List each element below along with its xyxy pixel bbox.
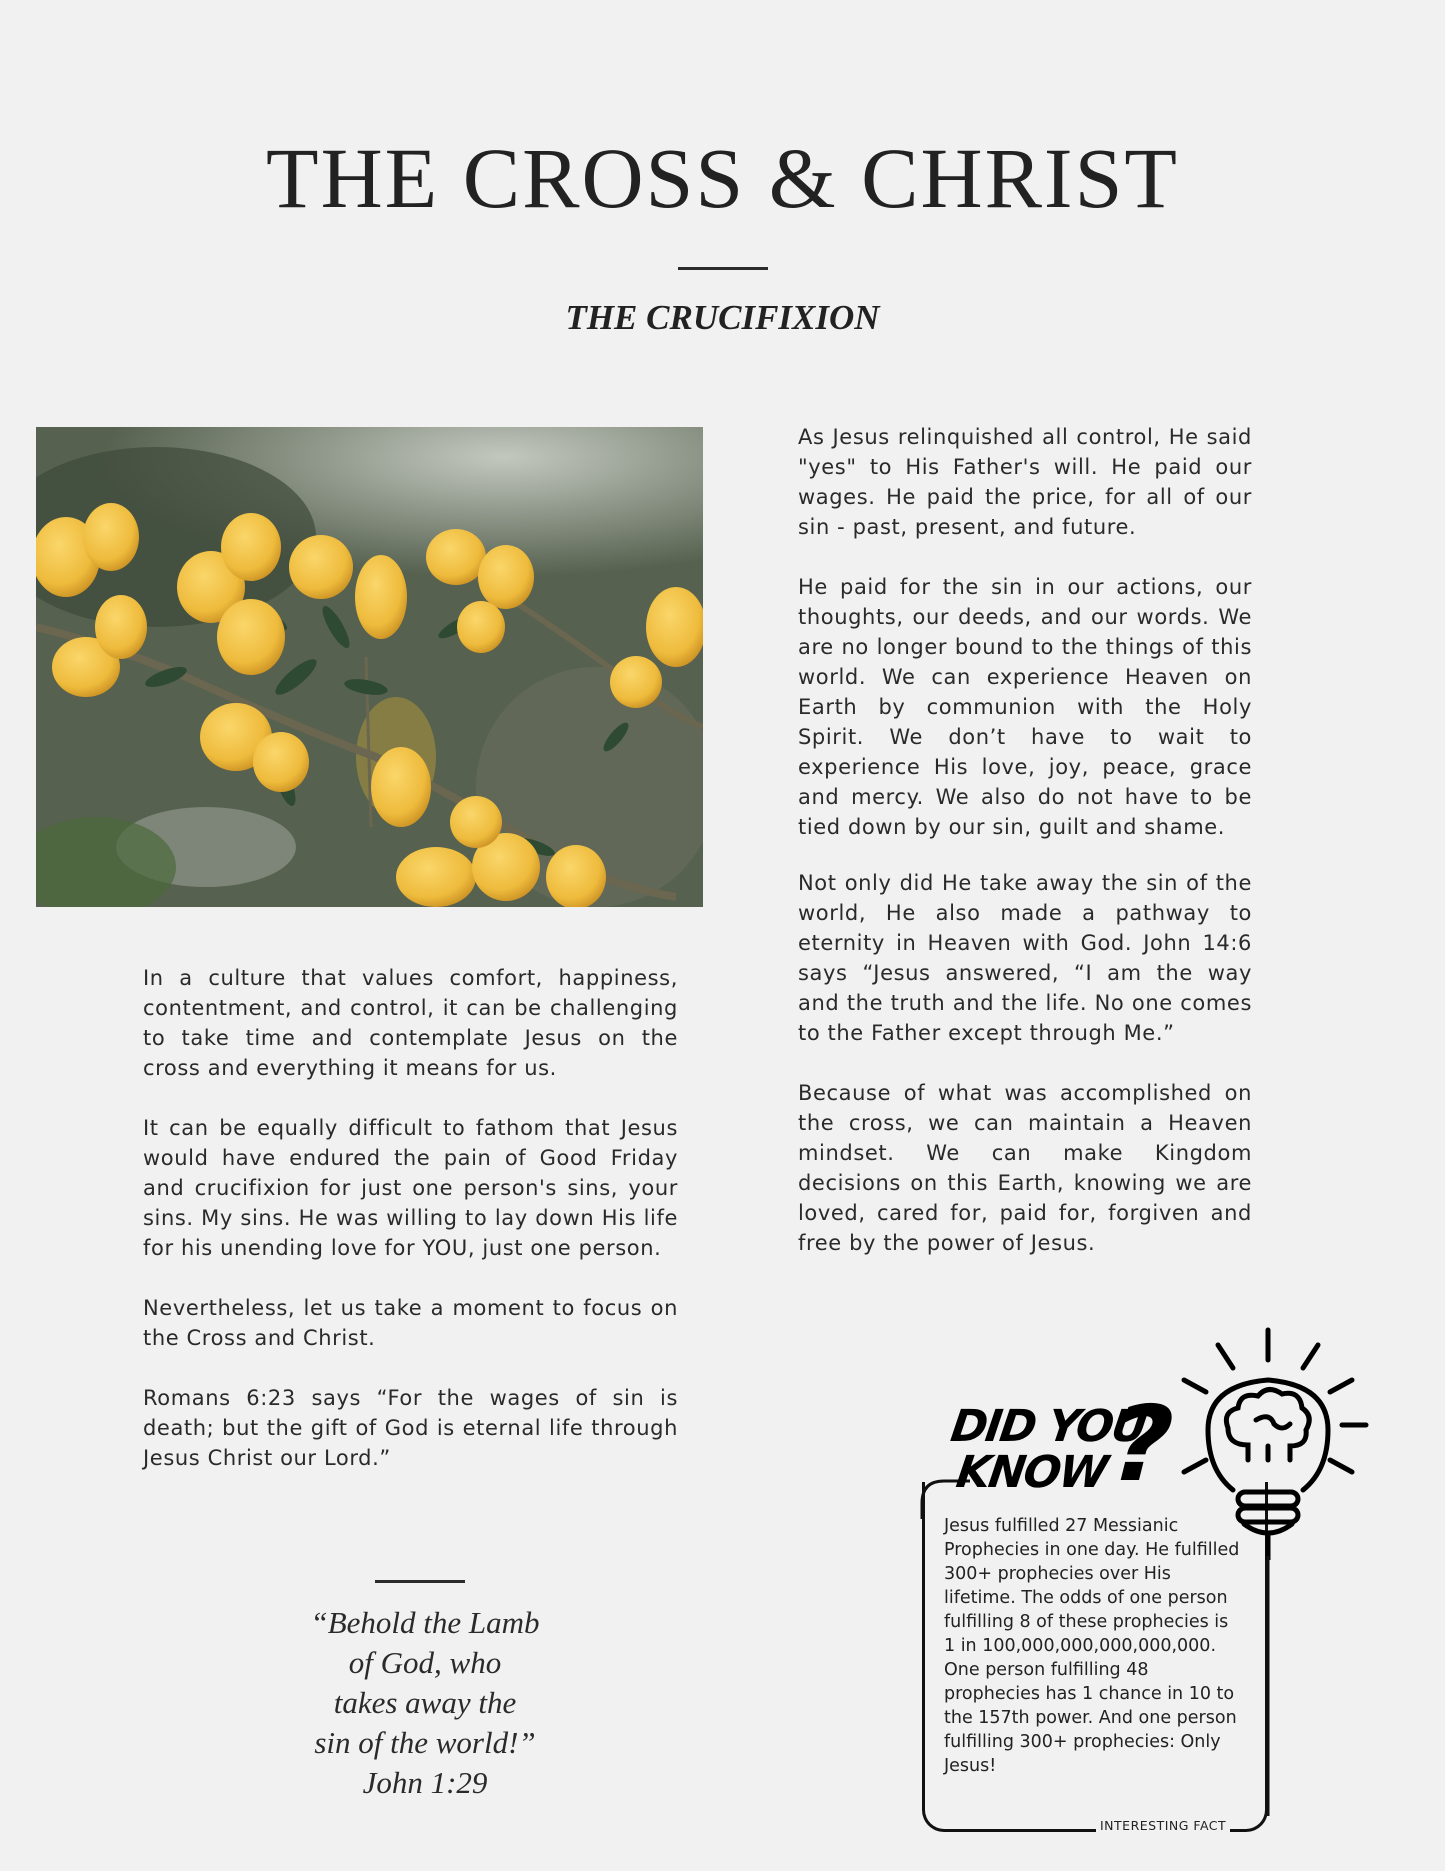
- body-column: [798, 422, 1252, 1258]
- paragraph: Nevertheless, let us take a moment to focus on the Cross and Christ.: [143, 1296, 678, 1350]
- paragraph: Not only did He take away the sin of the world, He also made a pathway to eternity in Heaven with God. John 14:6 says “Jesus answered, “I am the way and the truth and the life. No one comes to the Father except through Me.”: [798, 871, 1252, 1045]
- paragraph: He paid for the sin in our actions, our thoughts, our deeds, and our words. We are no longer bound to the things of this world. We can experience Heaven on Earth by communion with the Holy Spirit. We don’t have to wait to experience His love, joy, peace, grace and mercy. We also do not have to be tied down by our sin, guilt and shame.: [798, 575, 1252, 839]
- did-you-know-heading: DID YOU KNOW: [947, 1401, 1150, 1498]
- quote-line: sin of the world!”: [314, 1725, 536, 1760]
- quote-reference: John 1:29: [362, 1765, 488, 1800]
- scripture-quote: [290, 1603, 560, 1803]
- fact-box-right-line: [1264, 1556, 1272, 1816]
- question-mark-icon: ?: [1096, 1383, 1188, 1505]
- paragraph: It can be equally difficult to fathom that Jesus would have endured the pain of Good Friday and crucifixion for just one person's sins, your sins. My sins. He was willing to lay down His life for his unending love for YOU, just one person.: [143, 1116, 678, 1260]
- page-subtitle: THE CRUCIFIXION: [565, 298, 880, 337]
- paragraph: As Jesus relinquished all control, He said "yes" to His Father's will. He paid our wages. He paid the price, for all of our sin - past, present, and future.: [798, 425, 1252, 539]
- quote-line: of God, who: [348, 1645, 502, 1680]
- quote-line: takes away the: [333, 1685, 517, 1720]
- fact-text: Jesus fulfilled 27 Messianic Prophecies in one day. He fulfilled 300+ prophecies over His lifetime. The odds of one person fulfilling 8 of these prophecies is 1 in 100,000,000,000,000,000. One person fulfilling 48 prophecies has 1 chance in 10 to the 157th power. And one person fulfilling 300+ prophecies: Only Jesus!: [944, 1516, 1240, 1776]
- paragraph: Because of what was accomplished on the cross, we can maintain a Heaven mindset. We can make Kingdom decisions on this Earth, knowing we are loved, cared for, paid for, forgiven and free by the power of Jesus.: [798, 1081, 1252, 1255]
- quote-divider: [375, 1580, 465, 1583]
- paragraph: Romans 6:23 says “For the wages of sin is death; but the gift of God is eternal life through Jesus Christ our Lord.”: [143, 1386, 678, 1470]
- intro-column: [143, 963, 678, 1473]
- paragraph: In a culture that values comfort, happiness, contentment, and control, it can be challenging to take time and contemplate Jesus on the cross and everything it means for us.: [143, 966, 678, 1080]
- interesting-fact-label: INTERESTING FACT: [1096, 1818, 1230, 1833]
- quote-line: “Behold the Lamb: [310, 1605, 540, 1640]
- page-title: THE CROSS & CHRIST: [266, 130, 1179, 226]
- title-divider: [678, 267, 768, 270]
- flower-photo: [36, 427, 703, 907]
